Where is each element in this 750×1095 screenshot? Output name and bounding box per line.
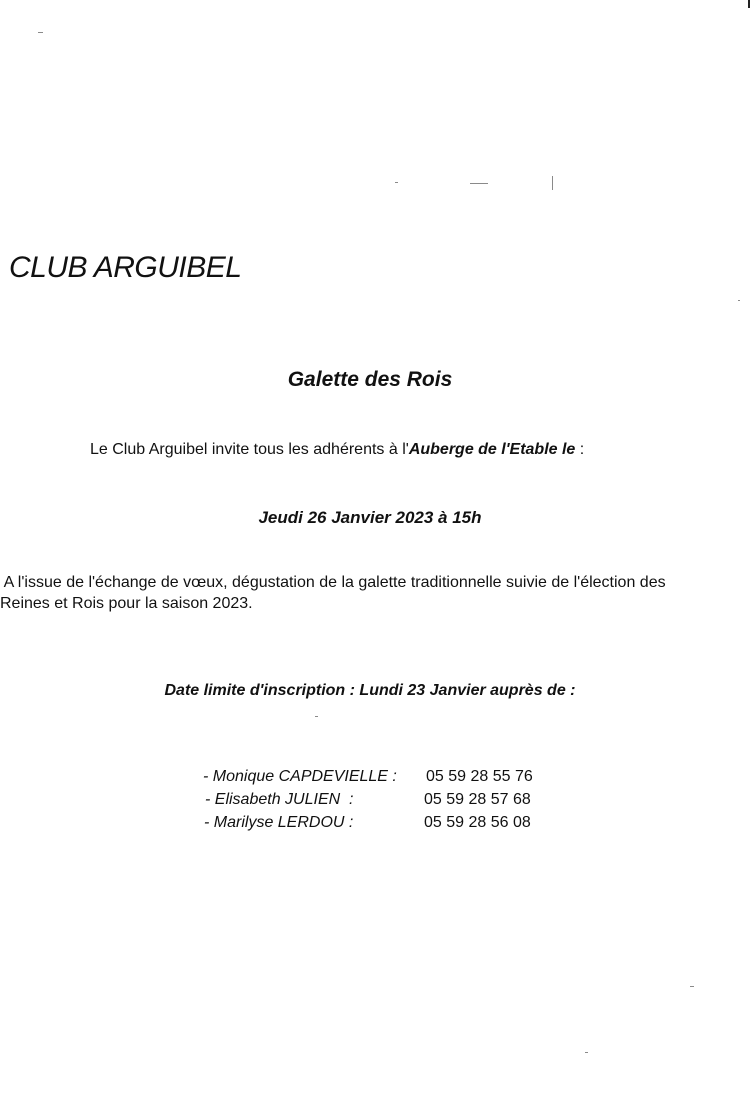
invite-prefix: Le Club Arguibel invite tous les adhérents à l' — [90, 441, 409, 458]
description-line-1: A l'issue de l'échange de vœux, dégustation de la galette traditionnelle suivie de l'élection des — [0, 574, 666, 591]
scan-speck — [315, 716, 318, 717]
scan-speck — [470, 183, 488, 184]
contact-phone: 05 59 28 55 76 — [426, 768, 533, 785]
contact-phone: 05 59 28 57 68 — [424, 791, 531, 808]
contact-phone: 05 59 28 56 08 — [424, 814, 531, 831]
scan-speck — [552, 176, 553, 190]
scan-speck — [585, 1052, 588, 1053]
scan-speck — [690, 986, 694, 987]
event-title: Galette des Rois — [287, 368, 453, 391]
invite-line — [90, 441, 584, 459]
club-title: CLUB ARGUIBEL — [9, 251, 242, 284]
event-description — [0, 572, 740, 614]
contact-name: - Elisabeth JULIEN : — [205, 791, 354, 808]
scan-speck — [738, 300, 740, 301]
invite-suffix: : — [575, 441, 585, 458]
contact-name: - Marilyse LERDOU : — [204, 814, 354, 831]
scan-speck — [38, 32, 43, 33]
description-line-2: Reines et Rois pour la saison 2023. — [0, 595, 253, 612]
contact-name: - Monique CAPDEVIELLE : — [203, 768, 397, 785]
invite-venue: Auberge de l'Etable le — [408, 441, 576, 458]
registration-deadline: Date limite d'inscription : Lundi 23 Janvier auprès de : — [164, 682, 576, 699]
event-date: Jeudi 26 Janvier 2023 à 15h — [258, 508, 482, 527]
scan-speck — [395, 182, 398, 183]
